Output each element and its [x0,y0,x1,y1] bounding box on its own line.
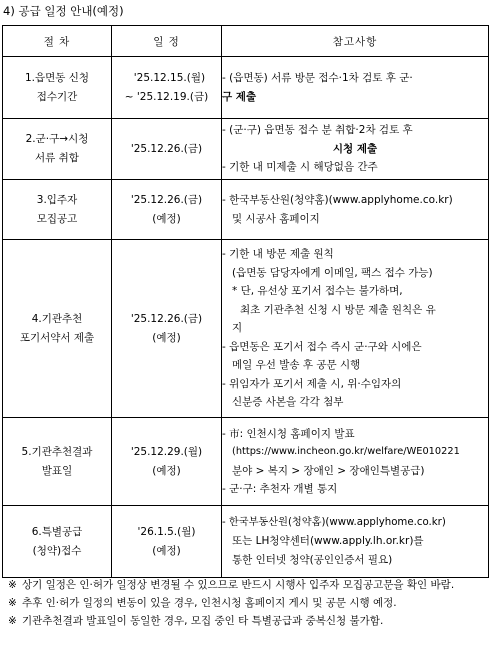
note-line: - (군·구) 읍면동 접수 분 취합·2차 검토 후 [222,124,413,137]
note-line: 분야 > 복지 > 장애인 > 장애인특별공급) [232,464,425,477]
footnote-item [8,594,486,612]
note-line: 및 시공사 홈페이지 [232,212,320,225]
step-text: 2.군·구→시청 [25,133,89,145]
table-row [3,57,489,119]
table-row [3,119,489,180]
date-text: '26.1.5.(월) [137,525,196,538]
date-text: (예정) [152,544,181,557]
notes-cell [222,506,489,578]
date-text: ~ '25.12.19.(금) [124,90,209,103]
note-line: - 읍면동은 포기서 접수 즉시 군·구와 시에은 [222,340,422,353]
note-line: * 단, 유선상 포기서 접수는 불가하며, [232,285,403,298]
date-cell [112,119,222,180]
date-text: '25.12.29.(월) [130,445,203,458]
step-text: 1.읍면동 신청 [24,71,90,84]
footnote-text: 상기 일정은 인·허가 일정상 변경될 수 있으므로 반드시 시행사 입주자 모집공고문을 확인 바람. [22,579,455,591]
note-line: - 군·구: 추천자 개별 통지 [222,483,338,495]
note-line: - (읍면동) 서류 방문 접수·1차 검토 후 군· [222,72,413,84]
date-text: (예정) [152,464,181,477]
footnotes [8,576,486,630]
date-text: '25.12.26.(금) [130,312,203,325]
note-line: (읍면동 담당자에게 이메일, 팩스 접수 가능) [232,266,433,279]
note-line: - 위임자가 포기서 제출 시, 위·수임자의 [222,377,402,390]
footnote-item [8,612,486,630]
note-line: 통한 인터넷 청약(공인인증서 필요) [232,553,393,566]
step-text: 모집공고 [36,212,78,225]
notes-cell [222,418,489,506]
step-cell [3,506,112,578]
step-text: 포기서약서 제출 [19,331,95,344]
note-line: - 기한 내 방문 제출 원칙 [222,248,334,261]
note-line: - 한국부동산원(청약홈)(www.applyhome.co.kr) [222,516,446,528]
section-heading: 4) 공급 일정 안내(예정) [3,4,124,18]
table-row [3,418,489,506]
column-header-step: 절 차 [3,26,112,57]
date-cell [112,57,222,119]
step-cell [3,240,112,418]
notes-cell [222,240,489,418]
table-row [3,180,489,240]
note-line: 신분증 사본을 각각 첨부 [232,396,344,409]
step-text: 4.기관추천 [31,312,83,325]
date-text: (예정) [152,331,181,344]
note-mark: ※ [8,615,17,627]
note-line: 시청 제출 [332,142,378,155]
step-cell [3,119,112,180]
note-mark: ※ [8,597,17,609]
date-cell [112,180,222,240]
date-cell [112,506,222,578]
notes-cell [222,57,489,119]
notes-cell [222,119,489,180]
step-text: 6.특별공급 [31,525,83,538]
note-line: 구 제출 [222,90,257,103]
footnote-text: 기관추천결과 발표일이 동일한 경우, 모집 중인 타 특별공급과 중복신청 불가함. [22,615,384,627]
date-text: '25.12.15.(월) [133,71,206,84]
step-cell [3,57,112,119]
note-line: 또는 LH청약센터(www.apply.lh.or.kr)를 [232,535,424,548]
column-header-notes: 참고사항 [222,26,489,57]
step-text: 접수기간 [36,90,78,103]
step-text: 5.기관추천결과 [21,445,93,458]
notes-cell [222,180,489,240]
date-text: (예정) [152,212,181,225]
note-line: - 한국부동산원(청약홈)(www.applyhome.co.kr) [222,194,453,206]
step-text: 발표일 [41,464,73,477]
step-cell [3,418,112,506]
note-line: - 市: 인천시청 홈페이지 발표 [222,427,355,440]
table-header-row [3,26,489,57]
note-line: 최초 기관추천 신청 시 방문 제출 원칙은 유 [240,303,436,316]
note-line: - 기한 내 미제출 시 해당없음 간주 [222,161,378,174]
column-header-date: 일 정 [112,26,222,57]
schedule-table [2,25,489,578]
step-text: 3.입주자 [36,193,78,206]
table-row [3,506,489,578]
date-cell [112,418,222,506]
note-line: (https://www.incheon.go.kr/welfare/WE010221 [232,446,460,457]
step-text: 서류 취합 [35,152,79,164]
step-text: (청약)접수 [32,544,82,557]
footnote-item [8,576,486,594]
table-row [3,240,489,418]
note-mark: ※ [8,579,17,591]
date-text: '25.12.26.(금) [130,142,203,155]
note-line: 지 [232,322,243,335]
date-cell [112,240,222,418]
footnote-text: 추후 인·허가 일정의 변동이 있을 경우, 인천시청 홈페이지 게시 및 공문 시행 예정. [22,597,397,609]
note-line: 메일 우선 발송 후 공문 시행 [232,359,361,372]
step-cell [3,180,112,240]
date-text: '25.12.26.(금) [130,193,203,206]
